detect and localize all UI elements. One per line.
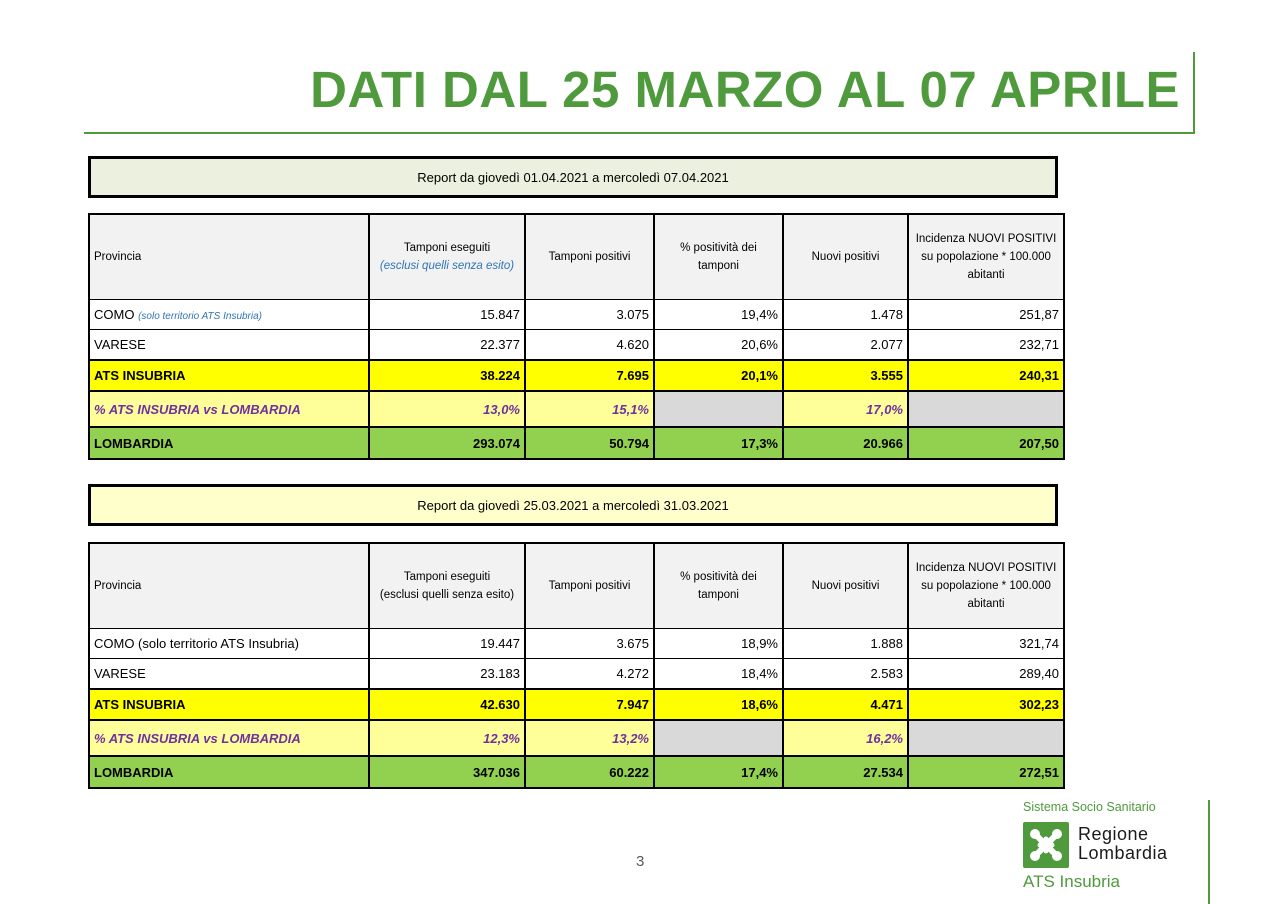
- cell-empty: [654, 720, 783, 756]
- table-row-como: [89, 629, 1064, 659]
- cell-pct: 20,1%: [654, 360, 783, 391]
- table-row-lombardia: [89, 756, 1064, 788]
- cell-positivi: 50.794: [525, 427, 654, 459]
- table-header-row: [89, 543, 1064, 629]
- report1-header: Report da giovedì 01.04.2021 a mercoledì 07.04.2021: [88, 156, 1058, 198]
- cell-empty: [908, 391, 1064, 427]
- cell-positivi: 7.947: [525, 689, 654, 720]
- col-provincia: Provincia: [89, 214, 369, 300]
- cell-eseguiti: 19.447: [369, 629, 525, 659]
- cell-eseguiti: 15.847: [369, 300, 525, 330]
- cell-positivi: 7.695: [525, 360, 654, 391]
- table-row-varese: [89, 659, 1064, 690]
- col-tamponi-eseguiti-note: (esclusi quelli senza esito): [379, 589, 515, 601]
- col-tamponi-positivi: Tamponi positivi: [525, 214, 654, 300]
- row-label: VARESE: [89, 330, 369, 361]
- cell-eseguiti: 23.183: [369, 659, 525, 690]
- row-label: COMO (solo territorio ATS Insubria): [89, 629, 369, 659]
- logo-top-text: Sistema Socio Sanitario: [1023, 800, 1156, 814]
- cell-nuovi: 20.966: [783, 427, 908, 459]
- table-row-ats-insubria: [89, 360, 1064, 391]
- cell-nuovi: 16,2%: [783, 720, 908, 756]
- col-positivita: % positività dei tamponi: [654, 543, 783, 629]
- table-header-row: [89, 214, 1064, 300]
- regione-lombardia-logo: [1020, 800, 1200, 900]
- title-side-rule: [1193, 52, 1195, 134]
- row-label: ATS INSUBRIA: [89, 360, 369, 391]
- page-number: 3: [636, 853, 645, 870]
- cell-eseguiti: 12,3%: [369, 720, 525, 756]
- cell-eseguiti: 38.224: [369, 360, 525, 391]
- cell-incidenza: 289,40: [908, 659, 1064, 690]
- cell-nuovi: 17,0%: [783, 391, 908, 427]
- col-incidenza: Incidenza NUOVI POSITIVI su popolazione * 100.000 abitanti: [908, 543, 1064, 629]
- como-note: (solo territorio ATS Insubria): [138, 311, 263, 322]
- cell-empty: [908, 720, 1064, 756]
- table-row-como: [89, 300, 1064, 330]
- cell-empty: [654, 391, 783, 427]
- logo-lombardia-text: Lombardia: [1078, 843, 1168, 863]
- cell-positivi: 3.075: [525, 300, 654, 330]
- cell-positivi: 4.620: [525, 330, 654, 361]
- cell-incidenza: 321,74: [908, 629, 1064, 659]
- logo-ats-text: ATS Insubria: [1023, 872, 1121, 891]
- cell-pct: 17,3%: [654, 427, 783, 459]
- cell-pct: 18,6%: [654, 689, 783, 720]
- cell-incidenza: 240,31: [908, 360, 1064, 391]
- cell-incidenza: 232,71: [908, 330, 1064, 361]
- cell-nuovi: 27.534: [783, 756, 908, 788]
- cell-positivi: 60.222: [525, 756, 654, 788]
- col-positivita: % positività dei tamponi: [654, 214, 783, 300]
- row-label: ATS INSUBRIA: [89, 689, 369, 720]
- cell-eseguiti: 42.630: [369, 689, 525, 720]
- table-row-pct-ats: [89, 391, 1064, 427]
- col-tamponi-eseguiti: [369, 214, 525, 300]
- cell-pct: 19,4%: [654, 300, 783, 330]
- cell-positivi: 13,2%: [525, 720, 654, 756]
- logo-regione-text: Regione: [1078, 824, 1149, 844]
- col-provincia: Provincia: [89, 543, 369, 629]
- como-label: COMO: [94, 307, 135, 322]
- logo-side-rule: [1208, 800, 1210, 904]
- report2-header: Report da giovedì 25.03.2021 a mercoledì 31.03.2021: [88, 484, 1058, 526]
- cell-pct: 17,4%: [654, 756, 783, 788]
- col-tamponi-positivi: Tamponi positivi: [525, 543, 654, 629]
- cell-eseguiti: 22.377: [369, 330, 525, 361]
- col-tamponi-eseguiti: [369, 543, 525, 629]
- table-row-ats-insubria: [89, 689, 1064, 720]
- cell-eseguiti: 13,0%: [369, 391, 525, 427]
- row-label: [89, 300, 369, 330]
- page-title: DATI DAL 25 MARZO AL 07 APRILE: [310, 61, 1180, 118]
- cell-pct: 18,9%: [654, 629, 783, 659]
- report2-table: [88, 542, 1065, 789]
- cell-incidenza: 272,51: [908, 756, 1064, 788]
- cell-nuovi: 2.077: [783, 330, 908, 361]
- cell-nuovi: 4.471: [783, 689, 908, 720]
- cell-nuovi: 2.583: [783, 659, 908, 690]
- regione-lombardia-rosa-camuna-icon: [1023, 822, 1069, 868]
- col-tamponi-eseguiti-label: Tamponi eseguiti: [403, 242, 491, 254]
- cell-positivi: 4.272: [525, 659, 654, 690]
- cell-eseguiti: 293.074: [369, 427, 525, 459]
- cell-eseguiti: 347.036: [369, 756, 525, 788]
- cell-incidenza: 207,50: [908, 427, 1064, 459]
- row-label: % ATS INSUBRIA vs LOMBARDIA: [89, 391, 369, 427]
- cell-positivi: 3.675: [525, 629, 654, 659]
- col-tamponi-eseguiti-label: Tamponi eseguiti: [403, 571, 491, 583]
- table-row-varese: [89, 330, 1064, 361]
- row-label: VARESE: [89, 659, 369, 690]
- table-row-lombardia: [89, 427, 1064, 459]
- cell-pct: 20,6%: [654, 330, 783, 361]
- cell-pct: 18,4%: [654, 659, 783, 690]
- row-label: LOMBARDIA: [89, 756, 369, 788]
- row-label: % ATS INSUBRIA vs LOMBARDIA: [89, 720, 369, 756]
- col-nuovi-positivi: Nuovi positivi: [783, 543, 908, 629]
- col-incidenza: Incidenza NUOVI POSITIVI su popolazione * 100.000 abitanti: [908, 214, 1064, 300]
- cell-incidenza: 302,23: [908, 689, 1064, 720]
- cell-incidenza: 251,87: [908, 300, 1064, 330]
- cell-positivi: 15,1%: [525, 391, 654, 427]
- col-nuovi-positivi: Nuovi positivi: [783, 214, 908, 300]
- report1-table: [88, 213, 1065, 460]
- row-label: LOMBARDIA: [89, 427, 369, 459]
- cell-nuovi: 1.478: [783, 300, 908, 330]
- table-row-pct-ats: [89, 720, 1064, 756]
- title-underline: [84, 132, 1195, 134]
- cell-nuovi: 3.555: [783, 360, 908, 391]
- cell-nuovi: 1.888: [783, 629, 908, 659]
- col-tamponi-eseguiti-note: (esclusi quelli senza esito): [379, 260, 515, 272]
